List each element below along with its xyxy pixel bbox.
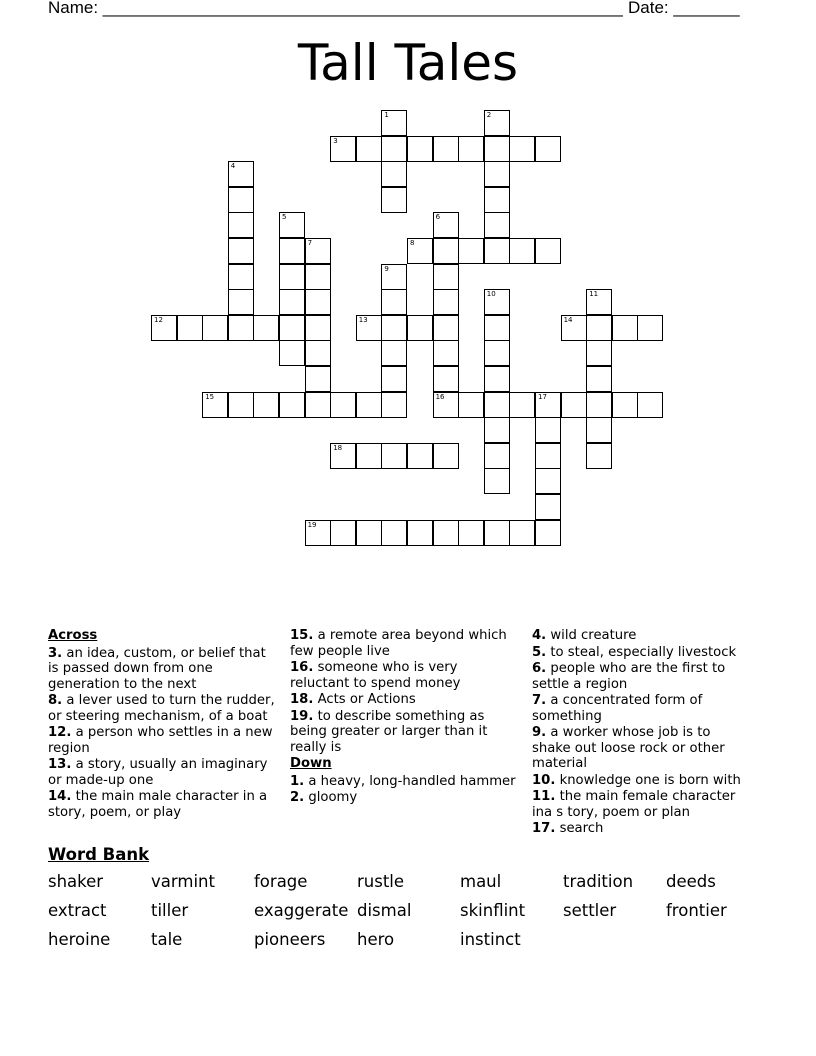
clue-text: a concentrated form of something [532, 693, 703, 724]
grid-cell[interactable] [228, 187, 254, 213]
grid-cell[interactable] [612, 392, 638, 418]
clue-num: 16. [290, 660, 314, 675]
grid-cell[interactable] [535, 136, 561, 162]
clue-number: 1 [384, 111, 389, 119]
grid-cell[interactable] [535, 417, 561, 443]
grid-cell[interactable] [484, 187, 510, 213]
clue-item [290, 692, 518, 708]
grid-cell[interactable] [381, 110, 407, 136]
clue-number: 6 [435, 213, 441, 222]
clue-item [532, 773, 752, 789]
clue-item [290, 709, 518, 756]
grid-cell[interactable] [484, 315, 510, 341]
clue-text: wild creature [546, 628, 637, 643]
grid-cell[interactable] [228, 238, 254, 264]
clue-num: 13. [48, 757, 72, 772]
grid-cell[interactable] [305, 264, 331, 290]
word-bank-item: instinct [460, 930, 521, 949]
clue-column-3 [532, 628, 752, 838]
grid-cell[interactable] [330, 392, 356, 418]
clue-num: 1. [290, 773, 305, 789]
grid-cell[interactable] [305, 392, 331, 418]
grid-cell[interactable] [586, 392, 612, 418]
grid-cell[interactable] [330, 136, 356, 162]
grid-cell[interactable] [509, 520, 535, 546]
grid-cell[interactable] [381, 187, 407, 213]
grid-cell[interactable] [458, 238, 484, 264]
grid-cell[interactable] [458, 392, 484, 418]
clue-number: 13 [358, 315, 368, 324]
clue-item [48, 757, 280, 788]
word-bank-item: tiller [151, 901, 189, 920]
word-bank-title: Word Bank [48, 845, 150, 864]
clue-text: knowledge one is born with [555, 772, 741, 788]
grid-cell[interactable] [433, 264, 459, 290]
grid-cell[interactable] [484, 417, 510, 443]
clue-num: 12. [48, 725, 72, 740]
word-bank-item: frontier [666, 901, 727, 920]
grid-cell[interactable] [484, 443, 510, 469]
clue-item [48, 646, 280, 693]
word-bank-item: hero [357, 930, 395, 949]
grid-cell[interactable] [484, 161, 510, 187]
grid-cell[interactable] [433, 340, 459, 366]
clue-number: 8 [410, 239, 415, 247]
grid-cell[interactable] [586, 443, 612, 469]
clue-text: a heavy, long-handled hammer [304, 773, 516, 789]
word-bank-item: rustle [357, 872, 405, 891]
grid-cell[interactable] [484, 392, 510, 418]
clue-num: 19. [290, 708, 314, 724]
clue-item [290, 774, 518, 790]
grid-cell[interactable] [484, 289, 510, 315]
word-bank-item: exaggerate [254, 901, 349, 920]
grid-cell[interactable] [381, 289, 407, 315]
grid-cell[interactable] [356, 392, 382, 418]
grid-cell[interactable] [381, 443, 407, 469]
grid-cell[interactable] [228, 212, 254, 238]
clue-item [290, 790, 518, 806]
word-bank-item: shaker [48, 872, 104, 891]
grid-cell[interactable] [330, 443, 356, 469]
clue-column-1 [48, 628, 280, 821]
word-bank-item: tradition [563, 872, 634, 891]
clue-num: 10. [532, 772, 556, 788]
clue-text: to steal, especially livestock [546, 644, 737, 660]
grid-cell[interactable] [586, 366, 612, 392]
grid-cell[interactable] [458, 520, 484, 546]
grid-cell[interactable] [433, 289, 459, 315]
grid-cell[interactable] [612, 315, 638, 341]
grid-cell[interactable] [407, 136, 433, 162]
grid-cell[interactable] [253, 315, 279, 341]
word-bank-item: tale [151, 930, 183, 949]
clue-num: 4. [532, 628, 547, 643]
clue-text: a story, usually an imaginary or made-up one [48, 757, 268, 788]
grid-cell[interactable] [484, 212, 510, 238]
grid-cell[interactable] [381, 366, 407, 392]
clue-number: 5 [282, 213, 287, 222]
clue-number: 9 [384, 264, 389, 273]
across-clues-list-continued [290, 628, 518, 755]
clue-number: 3 [333, 136, 338, 145]
word-bank-item: settler [563, 901, 617, 920]
word-bank-item: forage [254, 872, 308, 891]
grid-cell[interactable] [228, 315, 254, 341]
grid-cell[interactable] [356, 136, 382, 162]
clue-column-2 [290, 628, 518, 807]
grid-cell[interactable] [407, 238, 433, 264]
grid-cell[interactable] [202, 315, 228, 341]
clue-item [532, 661, 752, 692]
grid-cell[interactable] [637, 315, 663, 341]
grid-cell[interactable] [305, 238, 331, 264]
clue-number: 16 [435, 392, 445, 401]
grid-cell[interactable] [561, 315, 587, 341]
across-heading: Across [48, 628, 98, 643]
grid-cell[interactable] [279, 289, 305, 315]
grid-cell[interactable] [279, 212, 305, 238]
clue-number: 10 [486, 290, 496, 299]
clue-item [290, 660, 518, 691]
grid-cell[interactable] [535, 520, 561, 546]
grid-cell[interactable] [228, 161, 254, 187]
clue-text: a worker whose job is to shake out loose rock or other material [532, 725, 725, 771]
grid-cell[interactable] [228, 392, 254, 418]
grid-cell[interactable] [433, 315, 459, 341]
grid-cell[interactable] [381, 136, 407, 162]
grid-cell[interactable] [407, 520, 433, 546]
clue-text: to describe something as being greater or larger than it really is [290, 708, 488, 755]
grid-cell[interactable] [433, 366, 459, 392]
grid-cell[interactable] [509, 392, 535, 418]
clue-number: 12 [154, 315, 163, 324]
grid-cell[interactable] [305, 315, 331, 341]
grid-cell[interactable] [279, 340, 305, 366]
grid-cell[interactable] [253, 392, 279, 418]
clue-number: 19 [307, 520, 317, 529]
word-bank-item: maul [460, 872, 502, 891]
grid-cell[interactable] [381, 315, 407, 341]
down-heading: Down [290, 756, 332, 771]
word-bank-item: heroine [48, 930, 111, 949]
clue-text: an idea, custom, or belief that is passed down from one generation to the next [48, 645, 266, 692]
clue-num: 17. [532, 821, 556, 836]
clue-num: 9. [532, 725, 547, 740]
word-bank-item: varmint [151, 872, 215, 891]
clue-text: the main male character in a story, poem, or play [48, 789, 268, 820]
grid-cell[interactable] [586, 315, 612, 341]
down-clues-list [290, 774, 518, 806]
grid-cell[interactable] [458, 136, 484, 162]
grid-cell[interactable] [279, 264, 305, 290]
word-bank-item: deeds [666, 872, 716, 891]
clue-item [290, 628, 518, 659]
grid-cell[interactable] [305, 520, 331, 546]
grid-cell[interactable] [509, 238, 535, 264]
word-bank-item: pioneers [254, 930, 326, 949]
clue-item [48, 789, 280, 820]
grid-cell[interactable] [305, 340, 331, 366]
grid-cell[interactable] [279, 392, 305, 418]
grid-cell[interactable] [586, 417, 612, 443]
clue-text: people who are the first to settle a region [532, 661, 726, 692]
clue-num: 18. [290, 692, 314, 707]
clue-num: 5. [532, 644, 547, 660]
grid-cell[interactable] [381, 161, 407, 187]
clue-num: 11. [532, 789, 556, 804]
grid-cell[interactable] [484, 136, 510, 162]
clue-number: 11 [589, 290, 599, 299]
clue-num: 6. [532, 661, 547, 676]
clue-item [532, 789, 752, 820]
page-title: Tall Tales [297, 34, 519, 92]
grid-cell[interactable] [202, 392, 228, 418]
word-bank-item: skinflint [460, 901, 526, 920]
grid-cell[interactable] [381, 520, 407, 546]
grid-cell[interactable] [151, 315, 177, 341]
word-bank-item: dismal [357, 901, 412, 920]
clue-number: 2 [486, 111, 492, 119]
grid-cell[interactable] [330, 520, 356, 546]
clue-number: 14 [563, 315, 573, 324]
grid-cell[interactable] [484, 110, 510, 136]
clue-text: a person who settles in a new region [48, 725, 273, 756]
across-clues-list [48, 646, 280, 821]
name-field[interactable]: Name: _______________________________________________________ [48, 0, 623, 17]
word-bank-item: extract [48, 901, 107, 920]
clue-number: 7 [307, 239, 313, 247]
clue-text: a remote area beyond which few people live [290, 628, 507, 659]
grid-cell[interactable] [381, 340, 407, 366]
grid-cell[interactable] [535, 494, 561, 520]
clue-num: 8. [48, 693, 63, 708]
grid-cell[interactable] [535, 468, 561, 494]
clue-num: 15. [290, 628, 314, 643]
clue-item [532, 693, 752, 724]
grid-cell[interactable] [356, 443, 382, 469]
grid-cell[interactable] [484, 238, 510, 264]
clue-text: Acts or Actions [313, 692, 416, 707]
grid-cell[interactable] [279, 238, 305, 264]
clue-number: 15 [205, 392, 215, 401]
clue-text: a lever used to turn the rudder, or steering mechanism, of a boat [48, 693, 275, 724]
clue-text: search [555, 821, 604, 836]
grid-cell[interactable] [586, 340, 612, 366]
clue-item [532, 645, 752, 661]
word-bank [48, 872, 768, 951]
grid-cell[interactable] [535, 443, 561, 469]
grid-cell[interactable] [433, 520, 459, 546]
grid-cell[interactable] [586, 289, 612, 315]
grid-cell[interactable] [509, 136, 535, 162]
down-clues-list-continued [532, 628, 752, 837]
grid-cell[interactable] [381, 392, 407, 418]
grid-cell[interactable] [535, 238, 561, 264]
grid-cell[interactable] [305, 366, 331, 392]
grid-cell[interactable] [433, 238, 459, 264]
grid-cell[interactable] [356, 520, 382, 546]
clue-item [532, 725, 752, 772]
clue-num: 2. [290, 790, 305, 805]
grid-cell[interactable] [177, 315, 203, 341]
grid-cell[interactable] [433, 443, 459, 469]
grid-cell[interactable] [228, 289, 254, 315]
grid-cell[interactable] [407, 315, 433, 341]
grid-cell[interactable] [279, 315, 305, 341]
clue-num: 14. [48, 789, 72, 804]
clue-number: 4 [230, 162, 236, 171]
grid-cell[interactable] [484, 520, 510, 546]
clue-item [48, 725, 280, 756]
clue-num: 7. [532, 693, 547, 708]
date-field[interactable]: Date: _______ [628, 0, 740, 17]
clue-text: someone who is very reluctant to spend money [290, 660, 461, 691]
clue-text: gloomy [304, 790, 358, 805]
grid-cell[interactable] [228, 264, 254, 290]
grid-cell[interactable] [433, 136, 459, 162]
grid-cell[interactable] [433, 392, 459, 418]
clue-item [532, 628, 752, 644]
clue-item [532, 821, 752, 837]
grid-cell[interactable] [407, 443, 433, 469]
grid-cell[interactable] [433, 212, 459, 238]
grid-cell[interactable] [484, 366, 510, 392]
clue-number: 17 [538, 392, 547, 401]
clue-num: 3. [48, 645, 63, 661]
clue-item [48, 693, 280, 724]
grid-cell[interactable] [381, 264, 407, 290]
grid-cell[interactable] [356, 315, 382, 341]
grid-cell[interactable] [484, 340, 510, 366]
grid-cell[interactable] [561, 392, 587, 418]
clue-text: the main female character ina s tory, poem or plan [532, 789, 736, 820]
grid-cell[interactable] [637, 392, 663, 418]
grid-cell[interactable] [305, 289, 331, 315]
grid-cell[interactable] [535, 392, 561, 418]
grid-cell[interactable] [484, 468, 510, 494]
clue-number: 18 [333, 443, 343, 452]
